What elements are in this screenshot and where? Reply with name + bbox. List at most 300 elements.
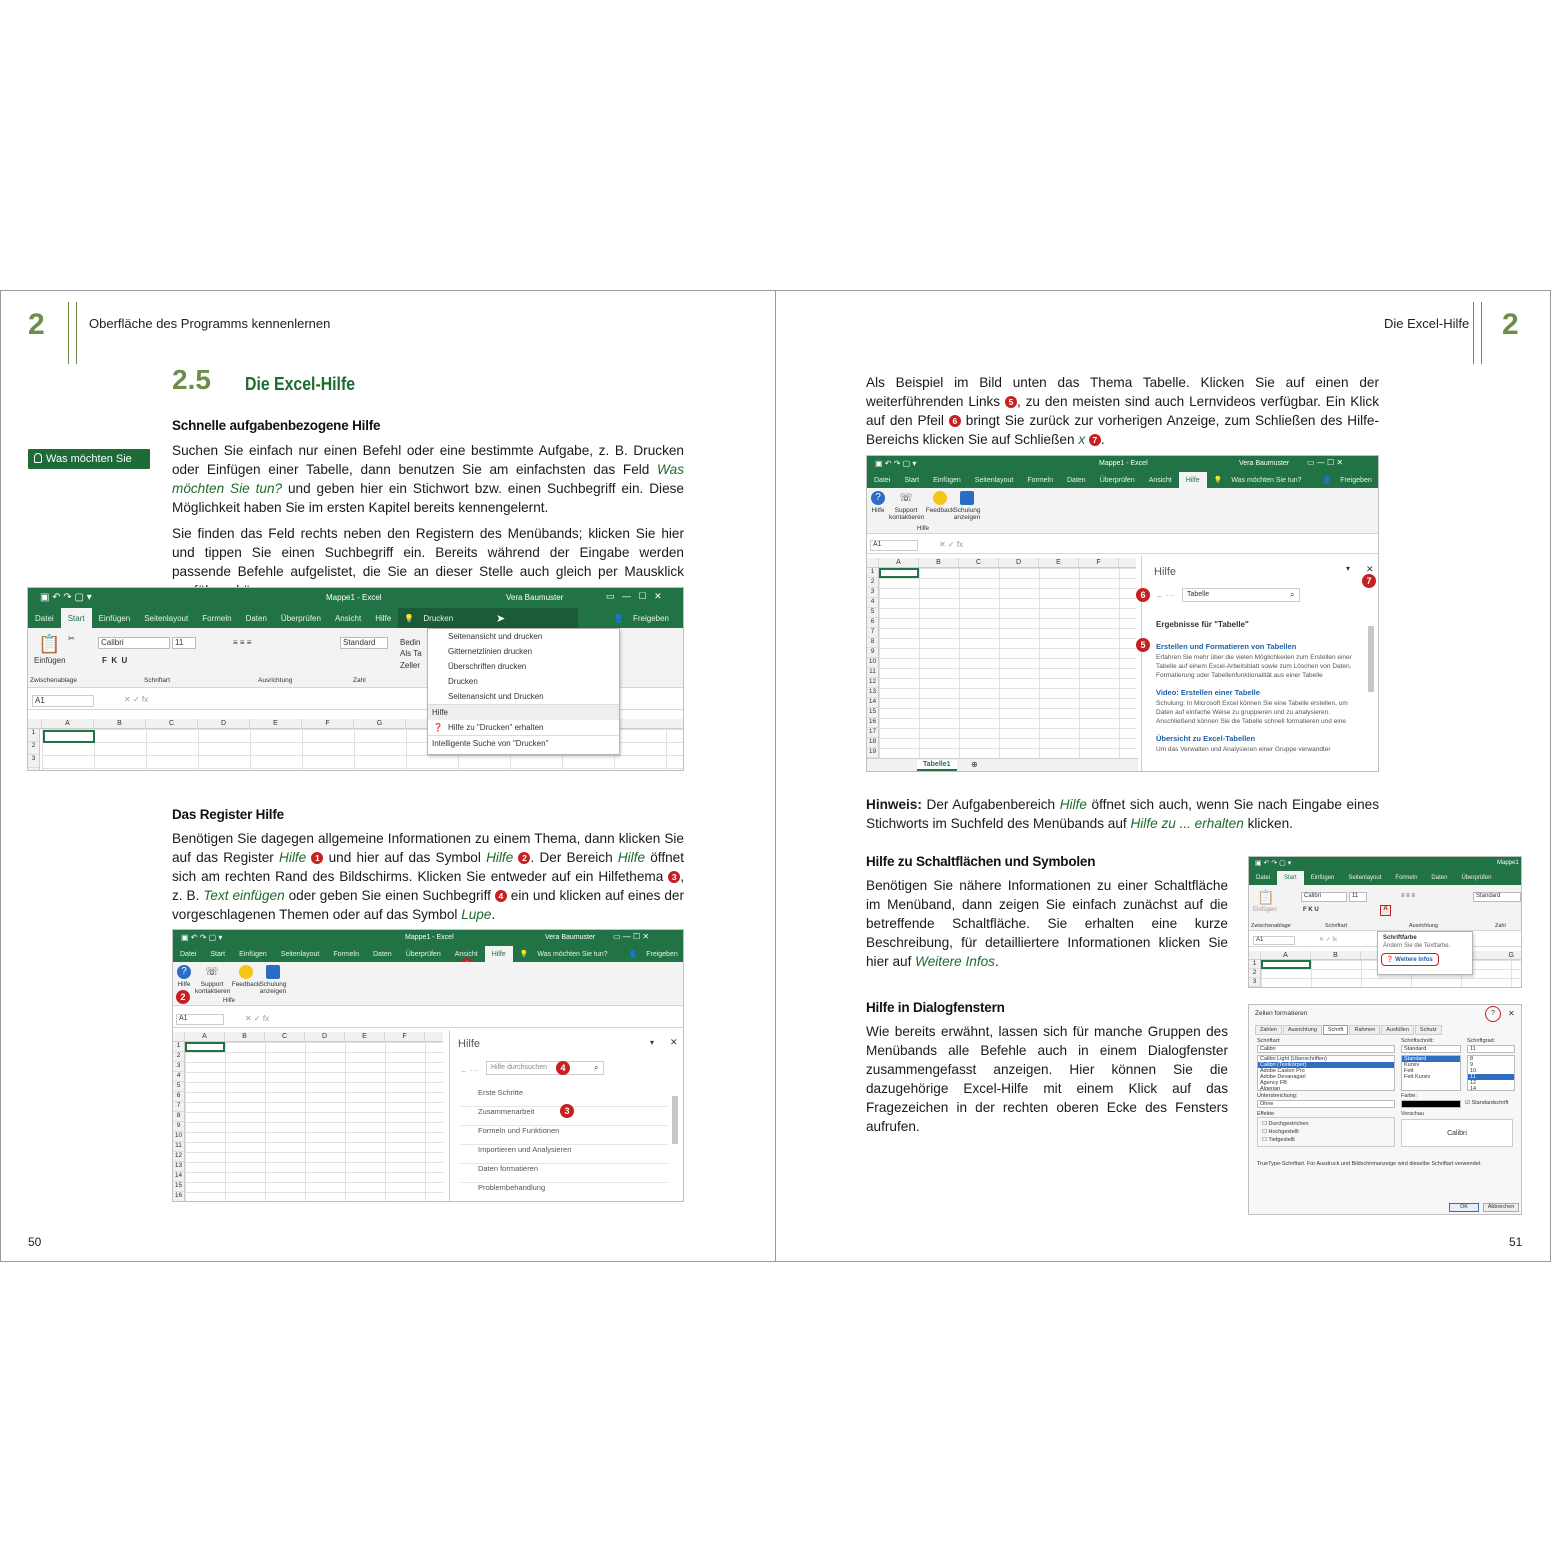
screenshot-excel-help-results xyxy=(866,455,1379,772)
screenshot-excel-search xyxy=(27,587,684,771)
tab-datei[interactable]: Datei xyxy=(874,476,891,484)
help-icon: ? xyxy=(871,491,885,505)
row-number: 1 xyxy=(173,1042,184,1052)
hilfe-button[interactable]: ? Hilfe xyxy=(177,966,191,988)
bold-icon[interactable]: F K U xyxy=(1303,907,1319,913)
row-number: 11 xyxy=(867,668,878,678)
screenshot-format-dialog xyxy=(1248,1004,1522,1215)
row-number: 19 xyxy=(867,748,878,758)
dropdown-smart-item[interactable]: Intelligente Suche von "Drucken" xyxy=(428,735,619,751)
tab-einfuegen[interactable]: Einfügen xyxy=(98,613,131,623)
numformat-select[interactable]: Standard xyxy=(1473,892,1521,902)
schulung-button[interactable]: Schulung anzeigen xyxy=(953,491,981,521)
name-box[interactable]: A1 xyxy=(1253,936,1295,945)
chapter-number: 2 xyxy=(28,308,45,341)
window-title: Mappe1 xyxy=(1497,860,1519,866)
dropdown-section: Hilfe xyxy=(428,704,619,720)
preview-label: Vorschau xyxy=(1401,1111,1424,1117)
tab-start[interactable]: Start xyxy=(1277,871,1304,885)
tab-ansicht[interactable]: Ansicht xyxy=(454,950,478,958)
group-label: Zahl xyxy=(1495,923,1506,929)
topic-item[interactable]: Zusammenarbeit 3 xyxy=(460,1107,668,1126)
section-number: 2.5 xyxy=(172,364,211,395)
tooltip-desc: Ändern Sie die Textfarbe. xyxy=(1383,943,1451,949)
group-label: Zwischenablage xyxy=(30,677,77,684)
effects-group xyxy=(1257,1117,1395,1147)
row-number: 1 xyxy=(867,568,878,578)
result-desc: Erfahren Sie mehr über die vielen Möglichkeiten zum Erstellen einer Tabelle auf einem Excel-Arbeitsblatt sowie zum Löschen von Daten, Formatierung oder Tabellenfunktionalität aus einer Tabelle xyxy=(1156,654,1352,679)
tab-datei[interactable]: Datei xyxy=(1256,875,1271,881)
ribbon xyxy=(173,962,683,1006)
size-label: Schriftgrad: xyxy=(1467,1038,1496,1044)
row-headers: 1 2 3 xyxy=(28,729,40,771)
heading-dialogfenster: Hilfe in Dialogfenstern xyxy=(866,1000,1005,1015)
badge-label: Was möchten Sie tun? xyxy=(34,453,132,485)
search-box[interactable]: 💡 Drucken xyxy=(398,608,578,628)
row-number: 8 xyxy=(867,638,878,648)
heading-register-hilfe: Das Register Hilfe xyxy=(172,807,284,822)
group-label: Schriftart xyxy=(144,677,171,684)
save-icon: ▣ ↶ ↷ ▢ ▾ xyxy=(875,459,917,468)
tab-ueberpruefen[interactable]: Überprüfen xyxy=(1099,476,1135,484)
font-color-icon[interactable]: A xyxy=(1380,905,1391,916)
effect-checkbox[interactable]: ☐ Hochgestellt xyxy=(1262,1129,1299,1135)
help-icon: ❓ xyxy=(1386,957,1394,963)
title-bar xyxy=(173,930,683,946)
window-controls-icon[interactable]: ▭ — ☐ ✕ xyxy=(606,591,662,601)
size-input[interactable]: 11 xyxy=(1467,1045,1515,1053)
standard-checkbox[interactable]: ☑ Standardschrift xyxy=(1465,1100,1509,1106)
page-number: 50 xyxy=(28,1235,42,1249)
style-option[interactable]: Fett xyxy=(1404,1068,1414,1074)
style-list[interactable] xyxy=(1401,1055,1461,1091)
screenshot-excel-help-tab xyxy=(172,929,684,1202)
tab-formeln[interactable]: Formeln xyxy=(1027,476,1053,484)
support-button[interactable]: ☏ Support kontaktieren xyxy=(889,492,925,521)
tab-hilfe[interactable]: Hilfe xyxy=(375,613,392,623)
was-moechten-sie-tun-badge xyxy=(28,449,150,485)
row-number: 4 xyxy=(173,1072,184,1082)
style-label: Schriftschnitt: xyxy=(1401,1038,1435,1044)
close-icon[interactable]: ✕ xyxy=(670,1037,678,1047)
size-option[interactable]: 14 xyxy=(1470,1086,1477,1092)
column-headers: A B G xyxy=(1249,951,1521,960)
paragraph-right-3: Wie bereits erwähnt, lassen sich für manche Gruppen des Menübands alle Befehle auch in einem Dialogfenster zusammengefasst anzeigen. Hier können Sie die dazugehörige Excel-Hilfe mit einem Klick auf das Fragezeichen in der rechten oberen Ecke des Fensters aufrufen. xyxy=(866,1024,1228,1134)
font-option[interactable]: Adobe Caslon Pro xyxy=(1260,1068,1305,1074)
paragraph-1: Suchen Sie einfach nur einen Befehl oder eine bestimmte Aufgabe, z. B. Drucken oder Einfügen einer Tabelle, dann benutzen Sie am einfachsten das Feld Was möchten Sie tun? und geben hier ein Stichwort bzw. einen Suchbegriff ein. Diese Möglichkeit haben Sie im ersten Kapitel bereits kennengelernt. xyxy=(172,443,684,515)
pane-title: Hilfe xyxy=(1154,566,1177,578)
heading-schaltflaechen: Hilfe zu Schaltflächen und Symbolen xyxy=(866,854,1096,869)
ribbon-tabs xyxy=(173,946,683,962)
font-option[interactable]: Calibri Light (Überschriften) xyxy=(1260,1056,1327,1062)
font-option[interactable]: Adobe Devanagari xyxy=(1260,1074,1306,1080)
cell-styles-label[interactable]: Zeller xyxy=(400,661,421,670)
column-headers: A B C D E F xyxy=(867,558,1136,568)
paragraph-3: Benötigen Sie dagegen allgemeine Informationen zu einem Thema, dann klicken Sie auf das Register Hilfe 1 und hier auf das Symbol Hilfe 2 . Der Bereich Hilfe öffnet sich am rechten Rand des Bildschirms. Klicken Sie entweder auf ein Hilfethema 3 , z. B. Text einfügen oder geben Sie einen Suchbegriff 4 ein und klicken auf eines der vorgeschlagenen Themen oder auf das Symbol Lupe. xyxy=(172,831,685,922)
tab-start[interactable]: Start xyxy=(210,950,226,958)
running-head: Oberfläche des Programms kennenlernen xyxy=(89,316,331,331)
result-link[interactable]: Erstellen und Formatieren von Tabellen xyxy=(1156,642,1297,651)
dialog-tabs xyxy=(1255,1025,1442,1035)
dialog-help-button[interactable]: ? xyxy=(1485,1006,1501,1022)
topic-item[interactable]: Erste Schritte xyxy=(460,1088,668,1107)
running-head: Die Excel-Hilfe xyxy=(1384,316,1470,331)
page-number: 51 xyxy=(1509,1235,1523,1249)
style-option[interactable]: Standard xyxy=(1402,1056,1460,1062)
row-number: 12 xyxy=(867,678,878,688)
color-select[interactable] xyxy=(1401,1100,1461,1108)
gutter xyxy=(775,290,776,1262)
style-option[interactable]: Kursiv xyxy=(1404,1062,1420,1068)
row-number: 6 xyxy=(173,1092,184,1102)
tab-daten[interactable]: Daten xyxy=(245,613,267,623)
cell-grid[interactable] xyxy=(879,568,1136,758)
dialog-tab[interactable]: Schrift xyxy=(1323,1025,1349,1035)
tab-datei[interactable]: Datei xyxy=(180,950,197,958)
tab-einfuegen[interactable]: Einfügen xyxy=(239,950,267,958)
sheet-tab[interactable]: Tabelle1 xyxy=(917,760,957,771)
schulung-button[interactable]: Schulung anzeigen xyxy=(259,965,287,995)
name-box[interactable]: A1 xyxy=(32,695,94,707)
tab-formeln[interactable]: Formeln xyxy=(333,950,359,958)
style-input[interactable]: Standard xyxy=(1401,1045,1461,1053)
close-icon[interactable]: ✕ xyxy=(1366,564,1374,574)
row-number: 18 xyxy=(867,738,878,748)
font-select[interactable]: Calibri xyxy=(98,637,170,649)
dialog-tab[interactable]: Ausfüllen xyxy=(1381,1025,1414,1035)
size-option[interactable]: 12 xyxy=(1470,1080,1477,1086)
topics-list xyxy=(460,1088,668,1202)
tab-hilfe[interactable]: Hilfe xyxy=(1179,472,1207,488)
hint-paragraph: Hinweis: Der Aufgabenbereich Hilfe öffnet sich auch, wenn Sie nach Eingabe eines Stichworts im Suchfeld des Menübands auf Hilfe zu ... erhalten klicken. xyxy=(866,797,1379,831)
dropdown-help-item[interactable]: ❓ Hilfe zu "Drucken" erhalten xyxy=(433,723,544,732)
callout-7: 7 xyxy=(1362,574,1376,588)
dropdown-item[interactable]: Gitternetzlinien drucken xyxy=(448,647,533,656)
row-number: 2 xyxy=(867,578,878,588)
cancel-button[interactable]: Abbrechen xyxy=(1483,1203,1519,1212)
user-name: Vera Baumuster xyxy=(545,934,596,941)
row-number: 3 xyxy=(867,588,878,598)
effect-checkbox[interactable]: ☐ Tiefgestellt xyxy=(1262,1137,1295,1143)
fx-icon: ✕ ✓ fx xyxy=(124,695,149,704)
back-icon[interactable]: ← ··· xyxy=(1156,591,1175,600)
selected-cell[interactable] xyxy=(879,568,919,578)
hilfe-button[interactable]: ? Hilfe xyxy=(871,492,885,514)
align-icon[interactable]: ≡ ≡ ≡ xyxy=(233,638,252,647)
group-label: Ausrichtung xyxy=(258,677,293,684)
tab-ansicht[interactable]: Ansicht xyxy=(1148,476,1172,484)
underline-select[interactable]: Ohne xyxy=(1257,1100,1395,1108)
mouse-cursor-icon: ➤ xyxy=(496,613,506,625)
search-dropdown xyxy=(427,628,620,755)
formula-bar xyxy=(173,1012,683,1028)
effects-label: Effekte xyxy=(1257,1111,1275,1117)
help-icon: ? xyxy=(177,965,191,979)
pane-menu-icon[interactable]: ▾ xyxy=(1346,564,1351,573)
style-option[interactable]: Fett Kursiv xyxy=(1404,1074,1431,1080)
tab-start[interactable]: Start xyxy=(61,608,92,628)
selected-cell[interactable] xyxy=(185,1042,225,1052)
screenshot-excel-tooltip xyxy=(1248,856,1522,988)
user-name: Vera Baumuster xyxy=(506,593,564,602)
result-link[interactable]: Video: Erstellen einer Tabelle xyxy=(1156,688,1260,697)
tab-seitenlayout[interactable]: Seitenlayout xyxy=(1348,875,1382,881)
paragraph-right-2: Benötigen Sie nähere Informationen zu einer Schaltfläche im Menüband, dann zeigen Sie einfach zunächst auf die betreffende Schaltfläche. Sie erhalten eine kurze Beschreibung, für detailliertere Informationen klicken Sie hier auf Weitere Infos. xyxy=(866,878,1228,969)
header-rule xyxy=(1473,302,1474,364)
selected-cell[interactable] xyxy=(43,730,95,743)
dialog-tab[interactable]: Schutz xyxy=(1415,1025,1442,1035)
row-number: 12 xyxy=(173,1152,184,1162)
row-number: 5 xyxy=(867,608,878,618)
selected-cell[interactable] xyxy=(1261,960,1311,969)
row-number: 16 xyxy=(867,718,878,728)
row-number: 15 xyxy=(867,708,878,718)
name-box[interactable]: A1 xyxy=(176,1014,224,1025)
paragraph-2: Sie finden das Feld rechts neben den Registern des Menübands; klicken Sie hier und tippen Sie einen Suchbegriff ein. Bereits während der Eingabe werden passende Befehle aufgelistet, die Sie an dieser Stelle auch gleich per Mausklick xyxy=(172,526,684,579)
tab-start[interactable]: Start xyxy=(904,476,920,484)
help-pane xyxy=(449,1030,684,1202)
user-name: Vera Baumuster xyxy=(1239,460,1290,467)
fx-icon: ✕ ✓ fx xyxy=(245,1014,270,1023)
sheet-tab-bar xyxy=(867,758,1138,772)
size-option[interactable]: 8 xyxy=(1470,1056,1474,1062)
section-title: Die Excel-Hilfe xyxy=(245,374,356,394)
help-pane xyxy=(1141,556,1379,772)
share-button[interactable]: 👤 Freigeben xyxy=(628,951,678,958)
weitere-infos-link[interactable]: ❓ Weitere Infos xyxy=(1381,953,1439,966)
save-icon: ▣ ↶ ↷ ▢ ▾ xyxy=(1255,860,1292,867)
share-button[interactable]: 👤 Freigeben xyxy=(613,613,669,623)
save-icon: ▣ ↶ ↷ ▢ ▾ xyxy=(40,592,92,603)
scrollbar[interactable] xyxy=(1368,626,1374,692)
dialog-tab[interactable]: Zahlen xyxy=(1255,1025,1282,1035)
ribbon-tabs xyxy=(1249,871,1521,885)
feedback-button[interactable]: Feedback xyxy=(925,491,955,514)
ribbon xyxy=(867,488,1378,534)
search-icon[interactable]: ⌕ xyxy=(594,1063,599,1072)
cell-grid[interactable] xyxy=(185,1042,443,1202)
window-title: Mappe1 - Excel xyxy=(1099,460,1148,467)
row-number: 4 xyxy=(867,598,878,608)
tab-seitenlayout[interactable]: Seitenlayout xyxy=(144,613,189,623)
font-option[interactable]: Agency FB xyxy=(1260,1080,1287,1086)
row-number: 2 xyxy=(173,1052,184,1062)
row-number: 9 xyxy=(867,648,878,658)
ok-button[interactable]: OK xyxy=(1449,1203,1479,1212)
phone-icon: ☏ xyxy=(205,966,219,978)
search-value: Drucken xyxy=(423,613,454,623)
result-desc: Schulung: In Microsoft Excel können Sie eine Tabelle erstellen, um Daten auf einfache Weise zu gruppieren und zu analysieren. Anschließend können Sie die Tabelle schnell formatieren und eine xyxy=(1156,700,1348,725)
group-label: Hilfe xyxy=(223,998,236,1004)
tab-seitenlayout[interactable]: Seitenlayout xyxy=(974,476,1014,484)
results-list xyxy=(1156,642,1356,754)
paste-icon[interactable]: 📋 xyxy=(38,634,61,654)
tab-einfuegen[interactable]: Einfügen xyxy=(1310,875,1335,881)
ribbon xyxy=(1249,885,1521,931)
add-sheet-icon[interactable]: ⊕ xyxy=(971,760,978,769)
column-headers: A B C D E F G xyxy=(28,719,683,729)
result-link[interactable]: Übersicht zu Excel-Tabellen xyxy=(1156,734,1256,743)
tab-hilfe[interactable]: Hilfe xyxy=(485,946,513,962)
font-list[interactable] xyxy=(1257,1055,1395,1091)
window-controls-icon[interactable]: ▭ — ☐ ✕ xyxy=(613,932,650,941)
topic-item[interactable]: Problembehandlung xyxy=(478,1183,546,1192)
paste-label: Einfügen xyxy=(34,656,66,665)
share-button[interactable]: 👤 Freigeben xyxy=(1322,477,1372,484)
row-number: 7 xyxy=(173,1102,184,1112)
title-bar xyxy=(1249,857,1521,871)
topic-item[interactable]: Importieren und Analysieren xyxy=(460,1145,668,1164)
size-list[interactable] xyxy=(1467,1055,1515,1091)
results-heading: Ergebnisse für "Tabelle" xyxy=(1156,620,1249,629)
dialog-tab[interactable]: Rahmen xyxy=(1349,1025,1380,1035)
row-number: 6 xyxy=(867,618,878,628)
dropdown-item[interactable]: Seitenansicht und Drucken xyxy=(448,692,544,701)
size-select[interactable]: 11 xyxy=(1349,892,1367,902)
feedback-button[interactable]: Feedback xyxy=(231,965,261,988)
tab-daten[interactable]: Daten xyxy=(1067,476,1086,484)
scrollbar[interactable] xyxy=(672,1096,678,1144)
row-number: 5 xyxy=(173,1082,184,1092)
heading-schnelle-hilfe: Schnelle aufgabenbezogene Hilfe xyxy=(172,418,381,433)
search-box[interactable]: 💡 Was möchten Sie tun? xyxy=(519,951,608,958)
row-number: 14 xyxy=(173,1172,184,1182)
table-format-label[interactable]: Als Ta xyxy=(400,649,422,658)
font-option[interactable]: Calibri (Textkörper) xyxy=(1258,1062,1394,1068)
callout-2: 2 xyxy=(176,990,190,1004)
row-headers xyxy=(867,568,879,758)
dialog-tab[interactable]: Ausrichtung xyxy=(1283,1025,1322,1035)
underline-label: Unterstreichung: xyxy=(1257,1093,1298,1099)
tab-daten[interactable]: Daten xyxy=(373,950,392,958)
row-number: 8 xyxy=(173,1112,184,1122)
row-headers: 1 2 3 xyxy=(1249,960,1261,988)
pane-menu-icon[interactable]: ▾ xyxy=(650,1038,655,1047)
result-desc: Um das Verwalten und Analysieren einer Gruppe verwandter xyxy=(1156,746,1331,753)
smiley-icon xyxy=(239,965,253,979)
font-input[interactable]: Calibri xyxy=(1257,1045,1395,1053)
smiley-icon xyxy=(933,491,947,505)
window-title: Mappe1 - Excel xyxy=(405,934,454,941)
group-label: Schriftart xyxy=(1325,923,1348,929)
group-label: Hilfe xyxy=(917,526,930,532)
pane-search-input[interactable]: Hilfe durchsuchen xyxy=(486,1061,604,1075)
header-rule xyxy=(1481,302,1482,364)
effect-checkbox[interactable]: ☐ Durchgestrichen xyxy=(1262,1121,1309,1127)
row-headers xyxy=(173,1042,185,1202)
tooltip-title: Schriftfarbe xyxy=(1383,935,1417,941)
graduation-cap-icon xyxy=(266,965,280,979)
row-number: 17 xyxy=(867,728,878,738)
group-label: Ausrichtung xyxy=(1409,923,1439,929)
row-number: 9 xyxy=(173,1122,184,1132)
fx-icon: ✕ ✓ fx xyxy=(939,540,964,549)
tab-ueberpruefen[interactable]: Überprüfen xyxy=(280,613,321,623)
back-icon[interactable]: ← ··· xyxy=(460,1066,479,1075)
paste-label: Einfügen xyxy=(1253,907,1277,913)
ribbon-tabs xyxy=(28,608,683,628)
font-select[interactable]: Calibri xyxy=(1301,892,1347,902)
tab-ueberpruefen[interactable]: Überprüfen xyxy=(405,950,441,958)
column-headers: A B C D E F xyxy=(173,1032,443,1042)
tab-einfuegen[interactable]: Einfügen xyxy=(933,476,961,484)
row-number: 10 xyxy=(867,658,878,668)
close-icon[interactable]: ✕ xyxy=(1508,1009,1515,1018)
row-number: 16 xyxy=(173,1192,184,1202)
paragraph-right-1: Als Beispiel im Bild unten das Thema Tabelle. Klicken Sie auf einen der weiterführenden Links 5 , zu den meisten sind auch Lernvideos verfügbar. Ein Klick auf den Pfeil 6 bringt Sie zurück zur vorherigen Anzeige, zum Schließen des Hilfe-Bereichs klicken Sie auf Schließen x 7 . xyxy=(866,375,1380,447)
tab-datei[interactable]: Datei xyxy=(35,613,54,623)
row-number: 14 xyxy=(867,698,878,708)
font-option[interactable]: Algerian xyxy=(1260,1086,1281,1091)
size-select[interactable]: 11 xyxy=(172,637,196,649)
tooltip xyxy=(1377,931,1473,975)
pane-title: Hilfe xyxy=(458,1038,481,1050)
row-number: 3 xyxy=(173,1062,184,1072)
fx-icon: ✕ ✓ fx xyxy=(1319,937,1338,943)
phone-icon: ☏ xyxy=(899,492,913,504)
callout-3: 3 xyxy=(560,1104,574,1118)
tab-ansicht[interactable]: Ansicht xyxy=(334,613,362,623)
color-label: Farbe: xyxy=(1401,1093,1417,1099)
callout-6: 6 xyxy=(1136,588,1150,602)
row-number: 11 xyxy=(173,1142,184,1152)
tab-ueberpruefen[interactable]: Überprüfen xyxy=(1461,875,1492,881)
row-number: 15 xyxy=(173,1182,184,1192)
topic-item[interactable]: Formeln und Funktionen xyxy=(460,1126,668,1145)
tab-seitenlayout[interactable]: Seitenlayout xyxy=(280,950,320,958)
topic-item[interactable]: Daten formatieren xyxy=(460,1164,668,1183)
group-label: Zahl xyxy=(353,677,366,684)
dialog-title: Zellen formatieren xyxy=(1255,1010,1308,1017)
header-rule xyxy=(76,302,77,364)
search-icon[interactable]: ⌕ xyxy=(1290,590,1295,599)
numformat-select[interactable]: Standard xyxy=(340,637,388,649)
name-box[interactable]: A1 xyxy=(870,540,918,551)
pane-search-input[interactable]: Tabelle xyxy=(1182,588,1300,602)
align-icon[interactable]: ≡ ≡ ≡ xyxy=(1401,893,1415,899)
size-option[interactable]: 9 xyxy=(1470,1062,1474,1068)
cond-format-label[interactable]: Bedin xyxy=(400,638,421,647)
cut-icon[interactable]: ✂ xyxy=(68,634,75,643)
help-icon: ❓ xyxy=(433,723,443,732)
dropdown-item[interactable]: Seitenansicht und drucken xyxy=(448,632,543,641)
row-number: 10 xyxy=(173,1132,184,1142)
ribbon-tabs xyxy=(867,472,1378,488)
bold-icon[interactable]: F K U xyxy=(102,656,128,665)
size-option[interactable]: 10 xyxy=(1470,1068,1477,1074)
search-box[interactable]: 💡 Was möchten Sie tun? xyxy=(1213,477,1302,484)
tab-daten[interactable]: Daten xyxy=(1431,875,1448,881)
paste-icon[interactable]: 📋 xyxy=(1257,889,1275,905)
support-button[interactable]: ☏ Support kontaktieren xyxy=(195,966,231,995)
font-label: Schriftart: xyxy=(1257,1038,1281,1044)
callout-4: 4 xyxy=(556,1061,570,1075)
graduation-cap-icon xyxy=(960,491,974,505)
window-controls-icon[interactable]: ▭ — ☐ ✕ xyxy=(1307,458,1344,467)
dialog-note: TrueType-Schriftart. Für Ausdruck und Bildschirmanzeige wird dieselbe Schriftart verwendet. xyxy=(1257,1161,1482,1167)
preview-box: Calibri xyxy=(1401,1119,1513,1147)
lightbulb-icon xyxy=(34,453,42,463)
dropdown-item[interactable]: Drucken xyxy=(448,677,478,686)
save-icon: ▣ ↶ ↷ ▢ ▾ xyxy=(181,933,223,942)
window-title: Mappe1 - Excel xyxy=(326,593,382,602)
size-option[interactable]: 11 xyxy=(1468,1074,1514,1080)
tab-formeln[interactable]: Formeln xyxy=(1395,875,1418,881)
tab-formeln[interactable]: Formeln xyxy=(202,613,232,623)
row-number: 7 xyxy=(867,628,878,638)
dropdown-item[interactable]: Überschriften drucken xyxy=(448,662,527,671)
row-number: 13 xyxy=(173,1162,184,1172)
